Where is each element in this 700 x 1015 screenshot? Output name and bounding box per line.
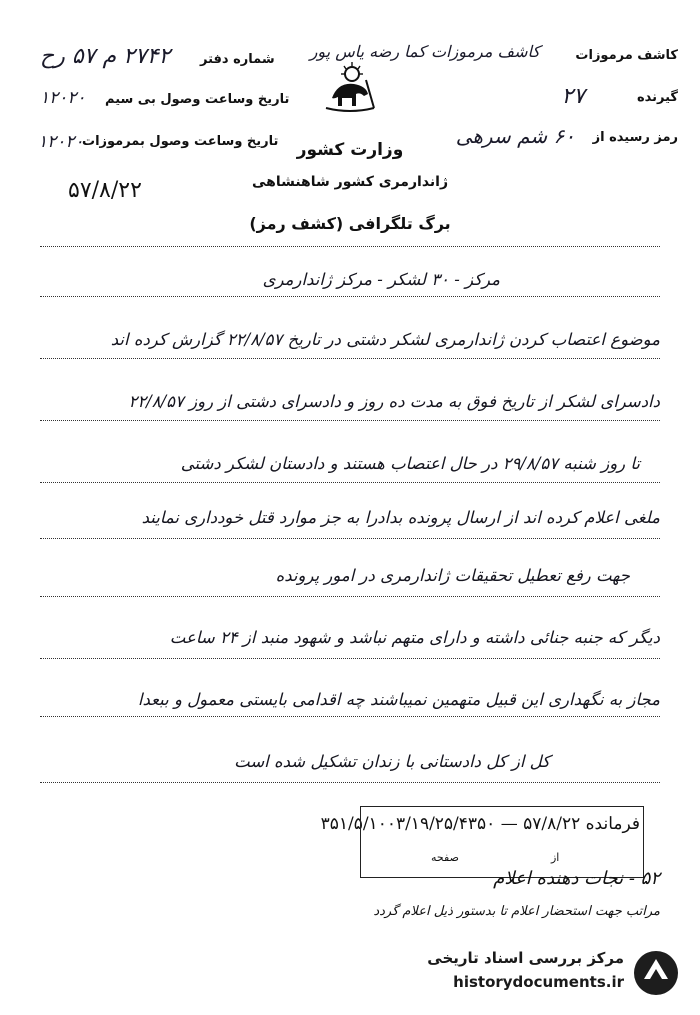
- body-line: دادسرای لشکر از تاریخ فوق به مدت ده روز و دادسرای دشتی از روز ۲۲/۸/۵۷: [128, 392, 660, 411]
- ruled-line: [40, 482, 660, 483]
- decoder-arrival-value: ۱۲۰۲۰: [38, 132, 84, 152]
- body-line: جهت رفع تعطیل تحقیقات ژاندارمری در امور پرونده: [275, 566, 630, 585]
- gendarmerie-title: ژاندارمری کشور شاهنشاهی: [251, 174, 449, 190]
- code-from-label: رمز رسیده از: [592, 130, 678, 145]
- office-number-label: شماره دفتر: [200, 52, 275, 67]
- receiver-label: گیرنده: [636, 90, 678, 105]
- ruled-line: [40, 716, 660, 717]
- closing-line: ۵۲ - نجات دهنده اعلام: [493, 868, 660, 889]
- lion-and-sun-emblem-icon: [322, 58, 378, 118]
- archive-logo-icon: [632, 949, 680, 997]
- ministry-title: وزارت کشور: [296, 140, 404, 160]
- body-line: مجاز به نگهداری این قبیل متهمین نمیباشند چه اقدامی بایستی معمول و ببعدا: [137, 690, 660, 709]
- closing-line: مراتب جهت استحضار اعلام تا بدستور ذیل اعلام گردد: [373, 904, 660, 919]
- ruled-line: [40, 596, 660, 597]
- signature-line: فرمانده ۵۷/۸/۲۲ — ۳۵۱/۵/۱۰۰۳/۱۹/۲۵/۴۳۵۰: [320, 814, 640, 834]
- wireless-arrival-label: تاریخ وساعت وصول بی سیم: [105, 92, 290, 107]
- code-from-value: ۶۰ شم سرهی: [455, 124, 575, 148]
- decoder-label: کاشف مرموزات: [575, 48, 678, 63]
- stamp-page-label: صفحه: [431, 851, 459, 864]
- ruled-line: [40, 782, 660, 783]
- office-number-value: ۲۷۴۲ م ۵۷ رح: [40, 44, 171, 69]
- decoder-arrival-label: تاریخ وساعت وصول بمرموزات: [82, 134, 279, 149]
- body-line: مرکز - ۳۰ لشکر - مرکز ژاندارمری: [262, 270, 500, 289]
- body-line: دیگر که جنبه جنائی داشته و دارای متهم نباشد و شهود منبد از ۲۴ ساعت: [169, 628, 660, 647]
- document-date: ۵۷/۸/۲۲: [68, 178, 142, 203]
- body-line: کل از کل دادستانی با زندان تشکیل شده است: [234, 752, 550, 771]
- ruled-line: [40, 420, 660, 421]
- stamp-from-label: از: [551, 851, 560, 864]
- ruled-line: [40, 358, 660, 359]
- ruled-line: [40, 296, 660, 297]
- body-line: موضوع اعتصاب کردن ژاندارمری لشکر دشتی در تاریخ ۲۲/۸/۵۷ گزارش کرده اند: [110, 330, 660, 349]
- body-line: ملغی اعلام کرده اند از ارسال پرونده بدادرا به جز موارد قتل خودداری نمایند: [141, 508, 660, 527]
- wireless-arrival-value: ۱۲۰۲۰: [40, 88, 86, 108]
- ruled-line: [40, 246, 660, 247]
- watermark-fa: مرکز بررسی اسناد تاریخی: [427, 949, 624, 967]
- watermark-en: historydocuments.ir: [453, 973, 624, 991]
- site-watermark: [380, 947, 680, 999]
- ruled-line: [40, 658, 660, 659]
- form-title: برگ تلگرافی (کشف رمز): [249, 214, 451, 233]
- receiver-value: ۲۷: [561, 84, 585, 109]
- ruled-line: [40, 538, 660, 539]
- body-line: تا روز شنبه ۲۹/۸/۵۷ در حال اعتصاب هستند و دادستان لشکر دشتی: [180, 454, 640, 473]
- decoder-value: کاشف مرموزات کما رضه یاس پور: [309, 42, 540, 61]
